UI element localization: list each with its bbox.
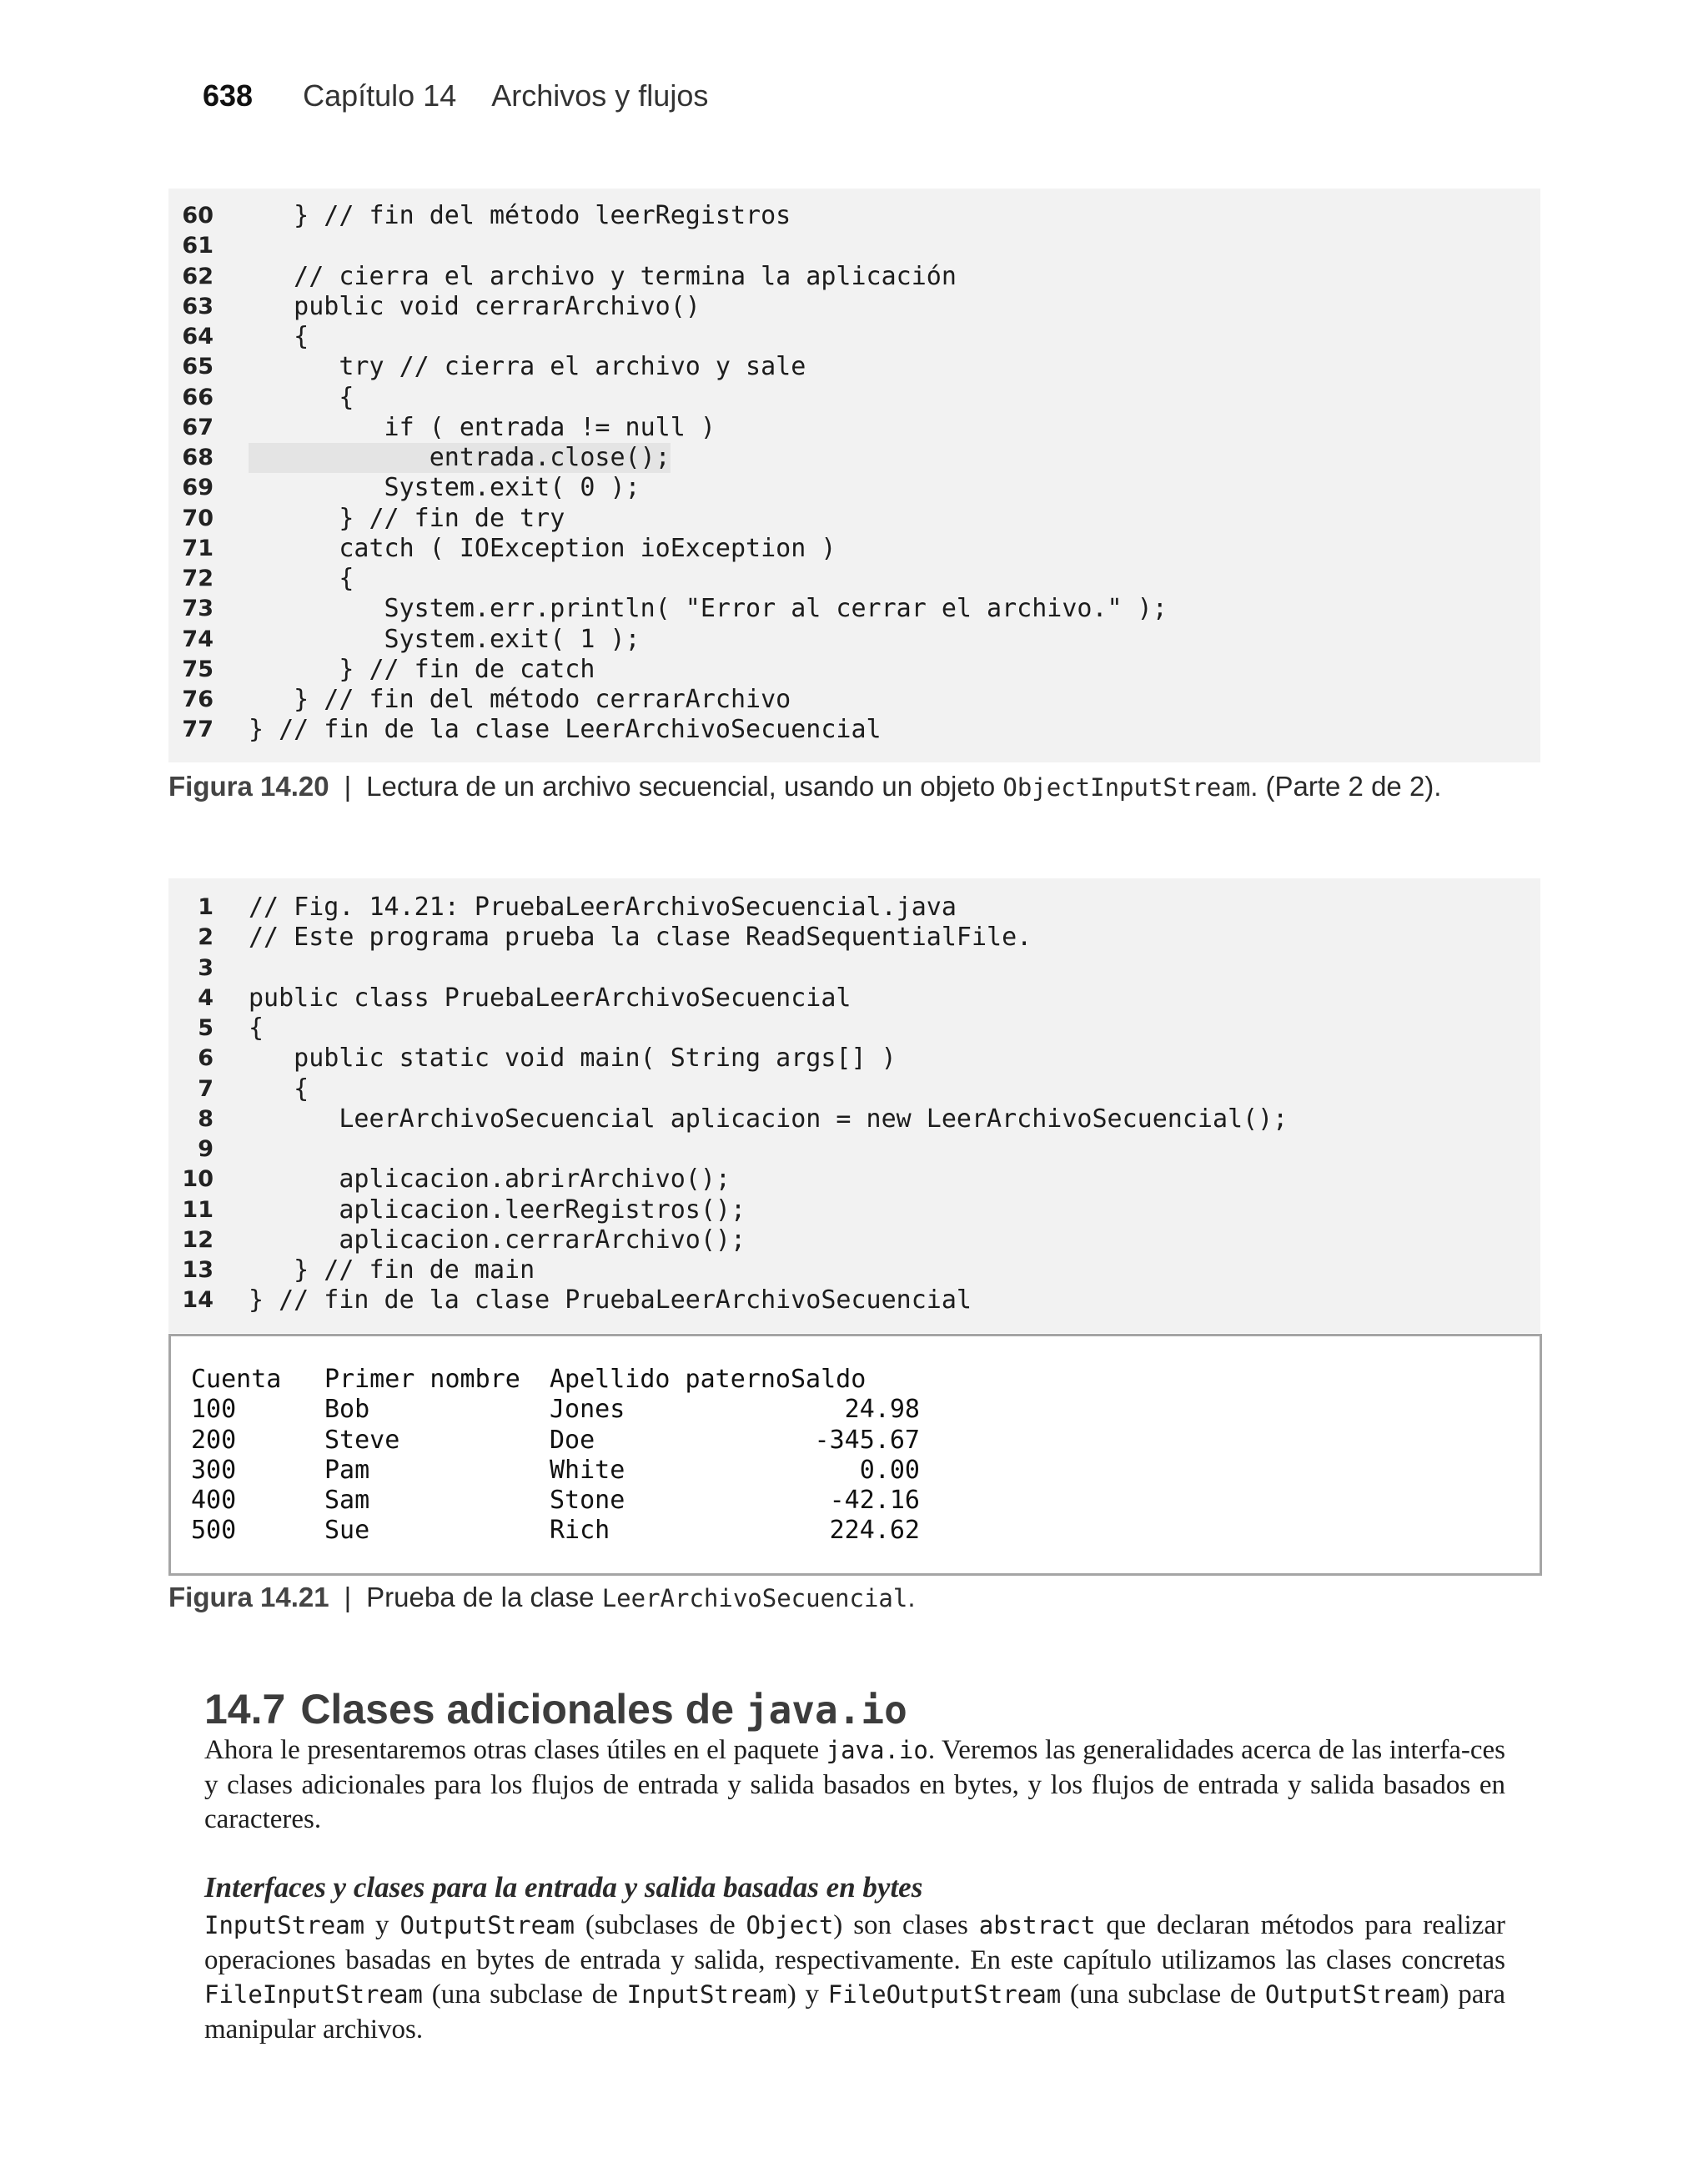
code-line <box>168 1134 1540 1164</box>
code-text: System.err.println( "Error al cerrar el archivo." ); <box>249 594 1168 624</box>
code-text: aplicacion.leerRegistros(); <box>249 1195 746 1225</box>
section-title-code: java.io <box>745 1688 907 1733</box>
code-line <box>168 1104 1540 1134</box>
text-run: . Veremos las generalidades acerca de las interfa-ces y clases adicionales para los flujos de entrada y salida basados en bytes, y los flujos de entrada y salida basados en caracteres. <box>204 1735 1505 1834</box>
code-run: InputStream <box>626 1980 787 2009</box>
code-text: System.exit( 0 ); <box>249 473 640 503</box>
output-cell: 200 <box>191 1425 237 1455</box>
caption-text-end: . (Parte 2 de 2). <box>1250 771 1442 802</box>
code-text: } // fin de try <box>249 503 565 533</box>
code-line <box>168 715 1540 745</box>
code-line <box>168 231 1540 261</box>
code-text: { <box>249 322 309 351</box>
output-cell: White <box>550 1455 625 1485</box>
line-number: 63 <box>182 293 214 319</box>
output-cell: Rich <box>550 1516 610 1546</box>
code-text: catch ( IOException ioException ) <box>249 533 836 563</box>
code-text: public void cerrarArchivo() <box>249 291 701 321</box>
line-number: 66 <box>182 384 214 410</box>
figure-caption-14-20 <box>168 771 1441 802</box>
code-text: // cierra el archivo y termina la aplicación <box>249 261 957 291</box>
code-run: java.io <box>826 1736 928 1764</box>
output-cell: 400 <box>191 1486 237 1516</box>
code-text: if ( entrada != null ) <box>249 412 716 442</box>
caption-code: ObjectInputStream <box>1002 773 1251 802</box>
output-row <box>191 1486 920 1516</box>
output-cell: Doe <box>550 1425 595 1455</box>
line-number: 65 <box>182 354 214 380</box>
section-title-text: Clases adicionales de <box>300 1686 746 1733</box>
line-number: 61 <box>182 233 214 259</box>
output-cell: Sam <box>324 1486 370 1516</box>
text-run: ) son clases <box>833 1910 979 1940</box>
code-line <box>168 1255 1540 1285</box>
text-run: y <box>364 1910 400 1940</box>
output-header-cell: Apellido paterno <box>550 1365 791 1394</box>
code-run: InputStream <box>204 1911 365 1939</box>
line-number: 7 <box>198 1075 214 1102</box>
program-output <box>168 1334 1542 1576</box>
code-line <box>168 953 1540 983</box>
line-number: 13 <box>182 1257 214 1283</box>
code-text: // Fig. 14.21: PruebaLeerArchivoSecuencial.java <box>249 893 957 922</box>
caption-text-end: . <box>907 1582 916 1612</box>
code-text: try // cierra el archivo y sale <box>249 352 806 382</box>
output-row <box>191 1516 920 1546</box>
line-number: 1 <box>198 894 214 920</box>
output-cell: Stone <box>550 1486 625 1516</box>
output-cell: 0.00 <box>859 1455 920 1485</box>
line-number: 5 <box>198 1015 214 1041</box>
line-number: 2 <box>198 924 214 951</box>
text-run: ) y <box>786 1979 828 2009</box>
section-number: 14.7 <box>204 1686 286 1733</box>
code-text: { <box>249 1014 264 1043</box>
output-table <box>191 1365 920 1547</box>
caption-code: LeerArchivoSecuencial <box>601 1584 908 1612</box>
line-number: 3 <box>198 954 214 981</box>
output-header-cell: Saldo <box>790 1365 867 1394</box>
code-text: } // fin de la clase LeerArchivoSecuencial <box>249 715 882 745</box>
line-number: 12 <box>182 1226 214 1253</box>
line-number: 9 <box>198 1136 214 1162</box>
section-heading <box>204 1685 907 1733</box>
code-line <box>168 322 1540 352</box>
line-number: 14 <box>182 1287 214 1314</box>
caption-separator: | <box>344 1582 352 1612</box>
code-text: } // fin de main <box>249 1255 535 1285</box>
output-cell: 500 <box>191 1516 237 1546</box>
code-text: aplicacion.abrirArchivo(); <box>249 1164 731 1195</box>
figure-caption-14-21 <box>168 1582 916 1613</box>
code-text: { <box>249 564 354 593</box>
figure-label: Figura 14.21 <box>168 1582 329 1612</box>
code-line <box>168 262 1540 292</box>
output-cell: Bob <box>324 1395 370 1425</box>
page-number: 638 <box>203 78 254 113</box>
text-run: Ahora le presentaremos otras clases útiles en el paquete <box>204 1735 826 1765</box>
line-number: 73 <box>182 596 214 622</box>
line-number: 6 <box>198 1045 214 1072</box>
code-listing-fig-14-21 <box>168 878 1540 1333</box>
chapter-label: Capítulo 14 <box>303 78 457 113</box>
running-header <box>203 78 708 120</box>
code-line <box>168 625 1540 655</box>
code-line <box>168 893 1540 923</box>
chapter-title: Archivos y flujos <box>491 78 709 113</box>
code-line <box>168 685 1540 715</box>
code-text: public class PruebaLeerArchivoSecuencial <box>249 983 851 1013</box>
code-text: } // fin del método leerRegistros <box>249 201 791 230</box>
code-text: // Este programa prueba la clase ReadSequentialFile. <box>249 923 1032 953</box>
byte-io-paragraph <box>204 1909 1505 2047</box>
line-number: 4 <box>198 984 214 1011</box>
output-header-cell: Cuenta <box>191 1365 282 1394</box>
line-number: 11 <box>182 1196 214 1223</box>
code-line <box>168 594 1540 624</box>
code-line <box>168 1285 1540 1315</box>
line-number: 72 <box>182 566 214 591</box>
code-run: OutputStream <box>399 1911 575 1939</box>
output-row <box>191 1426 920 1456</box>
code-line <box>168 983 1540 1014</box>
output-header-cell: Primer nombre <box>324 1365 520 1394</box>
subsection-heading: Interfaces y clases para la entrada y salida basadas en bytes <box>204 1871 923 1904</box>
line-number: 8 <box>198 1105 214 1132</box>
figure-label: Figura 14.20 <box>168 771 329 802</box>
output-header-row <box>191 1365 920 1395</box>
output-cell: 300 <box>191 1455 237 1485</box>
code-line <box>168 292 1540 322</box>
text-run: ) para manipular archivos. <box>204 1979 1505 2045</box>
code-text: System.exit( 1 ); <box>249 624 640 654</box>
line-number: 68 <box>182 445 214 470</box>
code-line <box>168 504 1540 534</box>
code-line <box>168 1164 1540 1195</box>
line-number: 60 <box>182 203 214 229</box>
code-line <box>168 443 1540 473</box>
code-text: { <box>249 382 354 412</box>
line-number: 67 <box>182 414 214 440</box>
code-line <box>168 1074 1540 1104</box>
code-text: public static void main( String args[] ) <box>249 1044 897 1074</box>
output-cell: -345.67 <box>814 1425 920 1455</box>
code-text: } // fin del método cerrarArchivo <box>249 685 791 714</box>
line-number: 62 <box>182 263 214 289</box>
code-line <box>168 1225 1540 1255</box>
output-cell: 100 <box>191 1395 237 1425</box>
code-listing-part2 <box>168 189 1540 762</box>
caption-separator: | <box>344 771 352 802</box>
output-cell: Steve <box>324 1425 400 1455</box>
code-line <box>168 1195 1540 1225</box>
code-line <box>168 201 1540 231</box>
line-number: 76 <box>182 687 214 712</box>
code-line <box>168 1044 1540 1074</box>
code-line <box>168 413 1540 443</box>
line-number: 64 <box>182 324 214 350</box>
code-text: } // fin de catch <box>249 654 595 684</box>
intro-paragraph <box>204 1733 1505 1838</box>
output-cell: 24.98 <box>844 1395 920 1425</box>
code-line <box>168 564 1540 594</box>
code-line <box>168 923 1540 953</box>
code-line <box>168 1014 1540 1044</box>
line-number: 71 <box>182 535 214 561</box>
output-row <box>191 1456 920 1486</box>
code-text: } // fin de la clase PruebaLeerArchivoSecuencial <box>249 1285 972 1315</box>
code-run: FileInputStream <box>204 1980 423 2009</box>
code-run: FileOutputStream <box>827 1980 1062 2009</box>
output-cell: Jones <box>550 1395 625 1425</box>
code-line <box>168 655 1540 685</box>
text-run: (subclases de <box>574 1910 746 1940</box>
code-run: Object <box>746 1911 834 1939</box>
line-number: 74 <box>182 626 214 652</box>
output-cell: 224.62 <box>829 1516 920 1546</box>
code-run: OutputStream <box>1264 1980 1440 2009</box>
code-line <box>168 473 1540 503</box>
code-run: abstract <box>978 1911 1096 1939</box>
line-number: 77 <box>182 717 214 743</box>
code-line <box>168 352 1540 382</box>
text-run: (una subclase de <box>422 1979 627 2009</box>
output-cell: Sue <box>324 1516 370 1546</box>
output-cell: Pam <box>324 1455 370 1485</box>
line-number: 70 <box>182 505 214 531</box>
line-number: 69 <box>182 475 214 501</box>
code-text: entrada.close(); <box>249 443 671 472</box>
line-number: 10 <box>182 1166 214 1193</box>
code-line <box>168 534 1540 564</box>
code-line <box>168 383 1540 413</box>
output-cell: -42.16 <box>829 1486 920 1516</box>
code-text: aplicacion.cerrarArchivo(); <box>249 1225 746 1255</box>
caption-text: Prueba de la clase <box>366 1582 602 1612</box>
code-text: { <box>249 1074 309 1104</box>
output-row <box>191 1395 920 1425</box>
text-run: (una subclase de <box>1061 1979 1265 2009</box>
line-number: 75 <box>182 656 214 682</box>
text-run: que declaran métodos para realizar operaciones basadas en bytes de entrada y salida, respectivamente. En este capítulo utilizamos las clases concretas <box>204 1910 1505 1975</box>
code-text: LeerArchivoSecuencial aplicacion = new LeerArchivoSecuencial(); <box>249 1104 1289 1134</box>
caption-text: Lectura de un archivo secuencial, usando un objeto <box>366 771 1003 802</box>
